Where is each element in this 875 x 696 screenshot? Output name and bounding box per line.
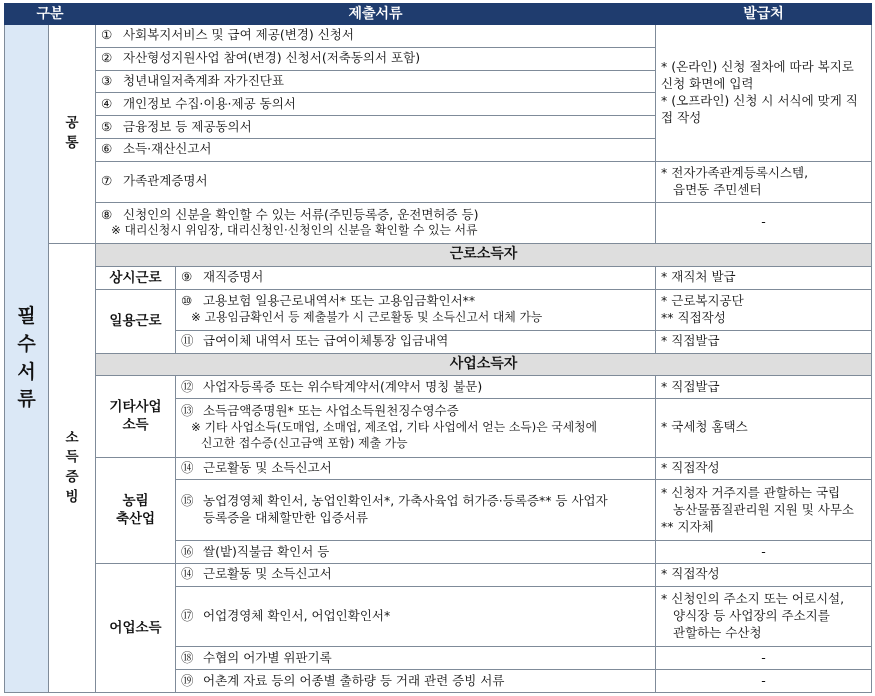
document-item: ⑤ 금융정보 등 제공동의서 — [96, 116, 656, 139]
fishery-label: 어업소득 — [96, 563, 176, 692]
issuer: * 신청인의 주소지 또는 어로시설, 양식장 등 사업장의 주소지를 관할하는 수산청 — [656, 586, 872, 647]
issuer: - — [656, 670, 872, 693]
table-row — [5, 161, 872, 202]
business-income-section: 사업소득자 — [96, 353, 872, 376]
table-row — [5, 244, 872, 267]
document-item: ⑥ 소득·재산신고서 — [96, 138, 656, 161]
table-row — [5, 563, 872, 586]
header-issuer: 발급처 — [656, 4, 872, 25]
required-label: 필수서류 — [5, 25, 49, 693]
issuer: * 근로복지공단 ** 직접작성 — [656, 289, 872, 330]
document-item: ⑱ 수협의 어가별 위판기록 — [176, 647, 656, 670]
document-item: ⑨ 재직증명서 — [176, 266, 656, 289]
issuer: * 신청자 거주지를 관할하는 국립 농산물품질관리원 지원 및 사무소 ** 지자체 — [656, 480, 872, 541]
issuer: * 직접작성 — [656, 563, 872, 586]
table-row — [5, 25, 872, 48]
common-label: 공통 — [49, 25, 96, 244]
header-category: 구분 — [5, 4, 96, 25]
issuer: * 직접작성 — [656, 457, 872, 480]
common-issuer: * (온라인) 신청 절차에 따라 복지로 신청 화면에 입력 * (오프라인) 신청 시 서식에 맞게 직접 작성 — [656, 25, 872, 162]
header-documents: 제출서류 — [96, 4, 656, 25]
table-row — [5, 289, 872, 330]
document-item: ⑪ 급여이체 내역서 또는 급여이체통장 입금내역 — [176, 330, 656, 353]
document-item: ⑭ 근로활동 및 소득신고서 — [176, 457, 656, 480]
id-issuer: - — [656, 202, 872, 243]
table-row — [5, 266, 872, 289]
table-header-row — [5, 4, 872, 25]
labor-income-section: 근로소득자 — [96, 244, 872, 267]
other-business-label: 기타사업소득 — [96, 376, 176, 457]
table-row — [5, 376, 872, 399]
required-documents-table — [4, 3, 872, 693]
document-item: ⑯ 쌀(밭)직불금 확인서 등 — [176, 541, 656, 564]
document-item: ① 사회복지서비스 및 급여 제공(변경) 신청서 — [96, 25, 656, 48]
document-item: ⑬ 소득금액증명원* 또는 사업소득원천징수영수증 ※ 기타 사업소득(도매업, 소매업, 제조업, 기타 사업에서 얻는 소득)은 국세청에 신고한 접수증(신고금액 포함) 제출 가능 — [176, 399, 656, 458]
document-item: ⑭ 근로활동 및 소득신고서 — [176, 563, 656, 586]
document-item: ⑧ 신청인의 신분을 확인할 수 있는 서류(주민등록증, 운전면허증 등) ※ 대리신청시 위임장, 대리신청인·신청인의 신분을 확인할 수 있는 서류 — [96, 202, 656, 243]
daily-work-label: 일용근로 — [96, 289, 176, 353]
issuer: - — [656, 647, 872, 670]
document-item: ⑰ 어업경영체 확인서, 어업인확인서* — [176, 586, 656, 647]
income-label: 소득증빙 — [49, 244, 96, 693]
issuer: * 재직처 발급 — [656, 266, 872, 289]
issuer: - — [656, 541, 872, 564]
regular-work-label: 상시근로 — [96, 266, 176, 289]
document-item: ⑩ 고용보험 일용근로내역서* 또는 고용임금확인서** ※ 고용임금확인서 등 제출불가 시 근로활동 및 소득신고서 대체 가능 — [176, 289, 656, 330]
document-item: ⑲ 어촌계 자료 등의 어종별 출하량 등 거래 관련 증빙 서류 — [176, 670, 656, 693]
issuer: * 직접발급 — [656, 376, 872, 399]
document-item: ④ 개인정보 수집·이용·제공 동의서 — [96, 93, 656, 116]
table-row — [5, 353, 872, 376]
family-issuer: * 전자가족관계등록시스템, 읍면동 주민센터 — [656, 161, 872, 202]
document-item: ⑮ 농업경영체 확인서, 농업인확인서*, 가축사육업 허가증·등록증** 등 사업자 등록증을 대체할만한 입증서류 — [176, 480, 656, 541]
table-row — [5, 457, 872, 480]
document-item: ③ 청년내일저축계좌 자가진단표 — [96, 70, 656, 93]
document-item: ⑦ 가족관계증명서 — [96, 161, 656, 202]
document-item: ⑫ 사업자등록증 또는 위수탁계약서(계약서 명칭 불문) — [176, 376, 656, 399]
issuer: * 국세청 홈택스 — [656, 399, 872, 458]
issuer: * 직접발급 — [656, 330, 872, 353]
document-item: ② 자산형성지원사업 참여(변경) 신청서(저축동의서 포함) — [96, 47, 656, 70]
table-row — [5, 202, 872, 243]
farming-label: 농림 축산업 — [96, 457, 176, 563]
